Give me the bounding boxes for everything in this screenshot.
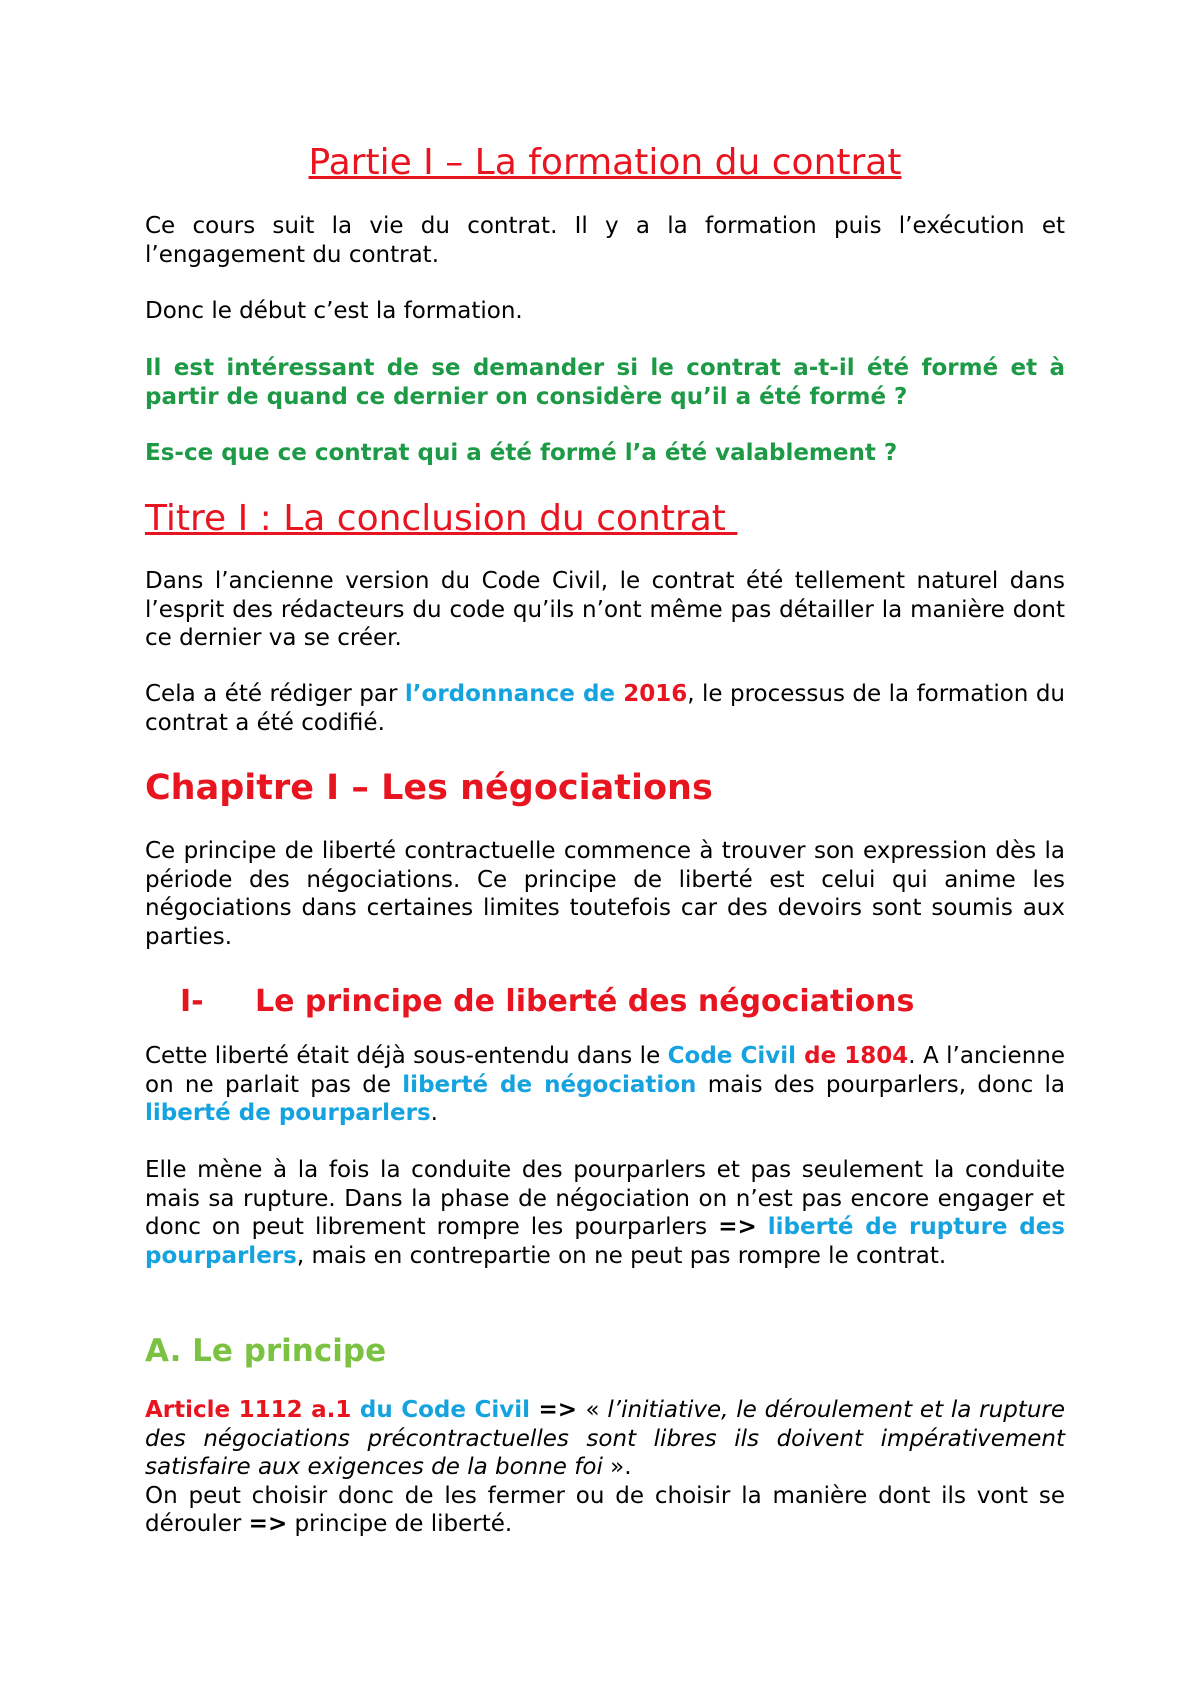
code-civil-term: Code Civil xyxy=(401,1397,530,1423)
year-2016: 2016 xyxy=(615,681,688,707)
section-paragraph-2 xyxy=(145,1156,1065,1270)
article-quote: l’initiative, le déroulement et la rupture des négociations précontractuelles sont libres ils doivent impérativement satisfaire aux exigences de la bonne foi xyxy=(145,1397,1065,1480)
chapitre-paragraph-1: Ce principe de liberté contractuelle commence à trouver son expression dès la période des négociations. Ce principe de liberté est celui qui anime les négociations dans certaines limites toutefois car des devoirs sont soumis aux parties. xyxy=(145,838,1065,950)
section-paragraph-1 xyxy=(145,1042,1065,1128)
section-heading xyxy=(180,983,1100,1021)
titre-heading: Titre I : La conclusion du contrat xyxy=(145,498,738,539)
arrow-symbol: => xyxy=(718,1214,757,1240)
quote-close: ». xyxy=(602,1454,632,1480)
code-civil-term: Code Civil xyxy=(667,1043,797,1069)
article-paragraph xyxy=(145,1396,1065,1539)
subsection-heading: A. Le principe xyxy=(145,1333,387,1369)
text-span: On peut choisir donc de les fermer ou de choisir la manière dont ils vont se dérouler xyxy=(145,1482,1065,1537)
text-span: , le processus de la formation du contrat a été codifié. xyxy=(145,681,1065,736)
liberte-pourparlers-term: liberté de pourparlers xyxy=(145,1100,431,1126)
text-span: du xyxy=(351,1397,402,1423)
section-number: I- xyxy=(180,984,204,1019)
arrow-symbol: => xyxy=(248,1511,288,1537)
arrow-symbol: => xyxy=(530,1397,586,1423)
text-span: . xyxy=(430,1100,438,1126)
text-span: Elle mène à la fois la conduite des pourparlers et pas seulement la conduite mais sa rupture. Dans la phase de négociation on n’est pas encore engager et donc on peut librement rompre les pourparlers xyxy=(145,1157,1065,1240)
ordonnance-link-text: l’ordonnance de xyxy=(404,681,616,707)
intro-paragraph-1: Ce cours suit la vie du contrat. Il y a la formation puis l’exécution et l’engagement du contrat. xyxy=(145,213,1065,268)
intro-question-1: Il est intéressant de se demander si le contrat a-t-il été formé et à partir de quand ce dernier on considère qu’il a été formé ? xyxy=(145,355,1065,410)
chapitre-heading: Chapitre I – Les négociations xyxy=(145,768,713,808)
titre-paragraph-2 xyxy=(145,680,1065,737)
titre-paragraph-1: Dans l’ancienne version du Code Civil, le contrat été tellement naturel dans l’esprit des rédacteurs du code qu’ils n’ont même pas détailler la manière dont ce dernier va se créer. xyxy=(145,568,1065,651)
text-span: , mais en contrepartie on ne peut pas rompre le contrat. xyxy=(296,1242,947,1269)
text-span: Cette liberté était déjà sous-entendu dans le xyxy=(145,1043,668,1069)
year-1804: de 1804 xyxy=(796,1043,909,1069)
text-span: principe de liberté. xyxy=(287,1511,513,1537)
intro-paragraph-2: Donc le début c’est la formation. xyxy=(145,298,523,324)
part-title: Partie I – La formation du contrat xyxy=(308,142,902,183)
text-span: Cela a été rédiger par xyxy=(145,681,405,707)
text-span: mais des pourparlers, donc la xyxy=(696,1071,1066,1098)
article-reference: Article 1112 a.1 xyxy=(145,1397,352,1423)
quote-open: « xyxy=(585,1397,608,1423)
intro-question-2: Es-ce que ce contrat qui a été formé l’a été valablement ? xyxy=(145,440,898,466)
section-title: Le principe de liberté des négociations xyxy=(255,984,915,1019)
liberte-negociation-term: liberté de négociation xyxy=(402,1071,697,1098)
text-span: . A l’ancienne on ne parlait pas de xyxy=(145,1043,1066,1098)
liberte-rupture-term: liberté de rupture des pourparlers xyxy=(145,1214,1066,1269)
